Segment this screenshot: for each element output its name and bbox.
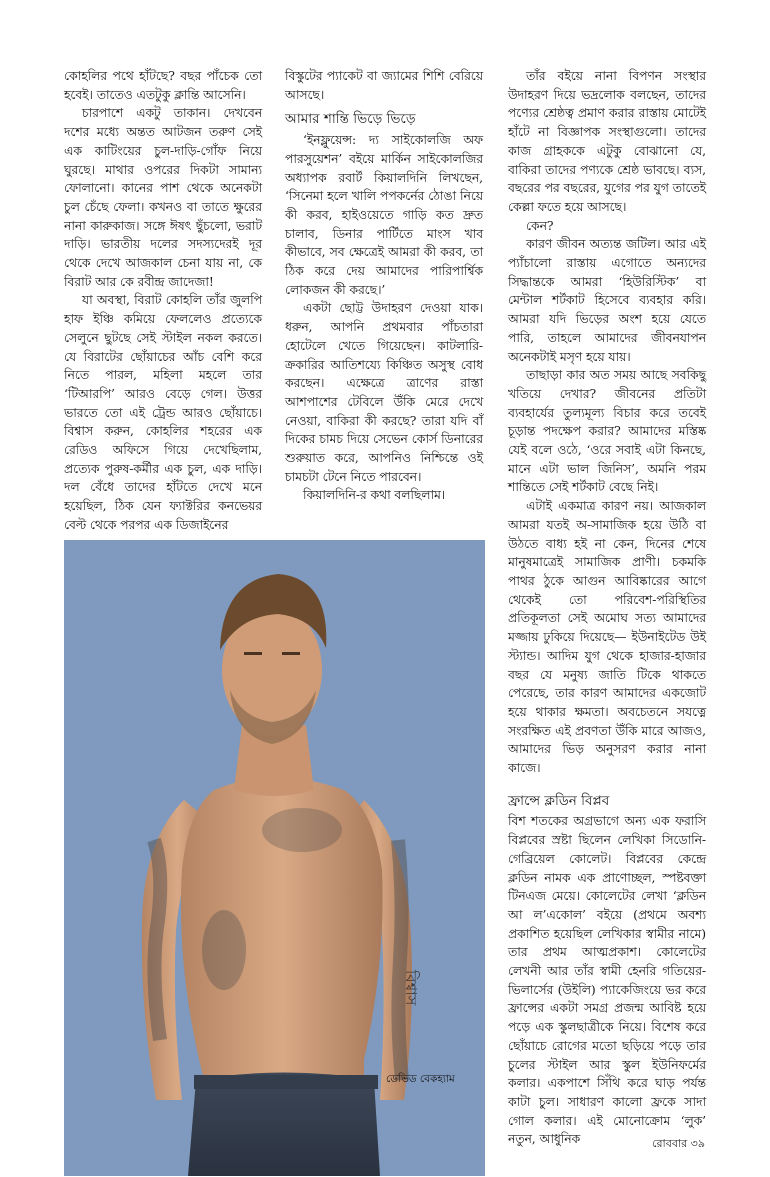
paragraph: একটা ছোট্ট উদাহরণ দেওয়া যাক। ধরুন, আপনি প্রথমবার পাঁচতারা হোটেলে খেতে গিয়েছেন। কাটলারি-ক্রকারির আতিশয্যে কিঞ্চিত অসুস্থ বোধ করছেন। এক্ষেত্রে ত্রাণের রাস্তা আশপাশের টেবিলে উঁকি মেরে দেখে নেওয়া, বাকিরা কী করছে? তারা যদি বাঁ দিকের চামচ দিয়ে সেভেন কোর্স ডিনারের শুরুয়াত করে, আপনিও নিশ্চিন্তে ওই চামচটা টেনে নিতে পারবেন। bbox=[285, 300, 483, 484]
photo-caption: ডেভিড বেকহ্যাম bbox=[386, 1073, 455, 1085]
article-column-1 bbox=[64, 67, 262, 535]
article-column-2 bbox=[285, 67, 483, 505]
arm-tattoo-text: বিশ্বাস bbox=[402, 970, 420, 1006]
paragraph: বিশ শতকের অগ্রভাগে অন্য এক ফরাসি বিপ্লবের স্রষ্টা ছিলেন লেখিকা সিডোনি-গেব্রিয়েল কোলেট। বিপ্লবের কেন্দ্রে ক্লডিন নামক এক প্রাণোচ্ছল, স্পষ্টবক্তা টিনএজ মেয়ে। কোলেটের লেখা ‘ক্লডিন আ ল’একোল’ বইয়ে (প্রথমে অবশ্য প্রকাশিত হয়েছিল লেখিকার স্বামীর নামে) তার প্রথম আত্মপ্রকাশ। কোলেটের লেখনী আর তাঁর স্বামী হেনরি গতিয়ের-ভিলার্সের (উইলি) প্যাকেজিংয়ে ভর করে ফ্রান্সের একটা সমগ্র প্রজন্ম আবিষ্ট হয়ে পড়ে এক স্কুলছাত্রীকে নিয়ে। বিশেষ করে ছোঁয়াচে রোগের মতো ছড়িয়ে পড়ে তার চুলের স্টাইল আর স্কুল ইউনিফর্মের কলার। একপাশে সিঁথি করে ঘাড় পর্যন্ত কাটা চুল। সাধারণ কালো ফ্রকে সাদা গোল কলার। এই মোনোক্রোম ‘লুক’ নতুন, আধুনিক bbox=[508, 813, 706, 1147]
section-heading: আমার শান্তি ভিড়ে ভিড়ে bbox=[285, 111, 416, 128]
page-number: রোববার ৩৯ bbox=[652, 1137, 705, 1150]
paragraph: বিস্কুটের প্যাকেট বা জ্যামের শিশি বেরিয়ে আসছে। bbox=[285, 68, 483, 102]
paragraph: কেন? bbox=[526, 217, 554, 233]
paragraph: তাছাড়া কার অত সময় আছে সবকিছু খতিয়ে দেখার? জীবনের প্রতিটা ব্যবহার্যের তুল্যমূল্য বিচার করে তবেই চূড়ান্ত পদক্ষেপ করার? আমাদের মস্তিষ্ক যেই বলে ওঠে, ‘ওরে সবাই এটা কিনছে, মানে এটা ভাল জিনিস’, অমনি পরম শান্তিতে সেই শর্টকাট বেছে নিই। bbox=[508, 367, 706, 495]
section-heading: ফ্রান্সে ক্লডিন বিপ্লব bbox=[508, 792, 610, 809]
article-column-3 bbox=[508, 67, 706, 1149]
paragraph: কোহলির পথে হাঁটছে? বছর পাঁচেক তো হবেই। তাতেও এতটুকু ক্লান্তি আসেনি। bbox=[64, 68, 262, 102]
paragraph: যা অবস্থা, বিরাট কোহলি তাঁর জুলপি হাফ ইঞ্চি কমিয়ে ফেললেও প্রত্যেকে সেলুনে ছুটছে সেই স্টাইল নকল করতে। যে বিরাটের ছোঁয়াচের আঁচ বেশি করে নিতে পারল, মহিলা মহলে তার ‘টিআরপি’ আরও বেড়ে গেল। উত্তর ভারতে তো এই ট্রেন্ড আরও ছোঁয়াচে। বিশ্বাস করুন, কোহলির শহরের এক রেডিও অফিসে গিয়ে দেখেছিলাম, প্রত্যেক পুরুষ-কর্মীর এক চুল, এক দাড়ি। দল বেঁধে তাদের হাঁটতে দেখে মনে হয়েছিল, ঠিক যেন ফ্যাক্টরির কনভেয়র বেল্ট থেকে পরপর এক ডিজাইনের bbox=[64, 292, 262, 532]
paragraph: ‘ইনফ্লুয়েন্স: দ্য সাইকোলজি অফ পারসুয়েশন’ বইয়ে মার্কিন সাইকোলজির অধ্যাপক রবার্ট কিয়ালদিনি লিখছেন, ‘সিনেমা হলে খালি পপকর্নের ঠোঙা নিয়ে কী করব, হাইওয়েতে গাড়ি কত দ্রুত চালাব, ডিনার পার্টিতে মাংস খাব কীভাবে, সব ক্ষেত্রেই আমরা কী করব, তা ঠিক করে দেয় আমাদের পারিপার্শ্বিক লোকজন কী করছে।’ bbox=[285, 132, 483, 297]
paragraph: কারণ জীবন অত্যন্ত জটিল। আর এই প্যাঁচালো রাস্তায় এগোতে অন্যদের সিদ্ধান্তকে আমরা ‘হিউরিস্টিক’ বা মেন্টাল শর্টকাট হিসেবে ব্যবহার করি। আমরা যদি ভিড়ের অংশ হয়ে যেতে পারি, তাহলে আমাদের জীবনযাপন অনেকটাই মসৃণ হয়ে যায়। bbox=[508, 236, 706, 364]
paragraph: কিয়ালদিনি-র কথা বলছিলাম। bbox=[303, 487, 446, 503]
photo-david-beckham bbox=[64, 540, 485, 1176]
paragraph: তাঁর বইয়ে নানা বিপণন সংস্থার উদাহরণ দিয়ে ভদ্রলোক বলছেন, তাদের পণ্যের শ্রেষ্ঠত্ব প্রমাণ করার রাস্তায় মোটেই হাঁটে না বিজ্ঞাপক সংস্থাগুলো। তাদের কাজ গ্রাহককে এটুকু বোঝানো যে, বাকিরা তাদের পণ্যকে শ্রেষ্ঠ ভাবছে। ব্যস, বছরের পর বছরের, যুগের পর যুগ তাতেই কেল্লা ফতে হয়ে আসছে। bbox=[508, 68, 706, 214]
paragraph: চারপাশে একটু তাকান। দেখবেন দশের মধ্যে অন্তত আটজন তরুণ সেই এক কাটিংয়ের চুল-দাড়ি-গোঁফ নিয়ে ঘুরছে। মাথার ওপরের দিকটা সামান্য ফোলানো। কানের পাশ থেকে অনেকটা চুল চেঁছে ফেলা। কখনও বা তাতে ক্ষুরের নানা কারুকাজ। সঙ্গে ঈষৎ ছুঁচলো, ভরাট দাড়ি। ভারতীয় দলের সদস্যদেরই দূর থেকে দেখে আজকাল চেনা যায় না, কে বিরাট আর কে রবীন্দ্র জাদেজা! bbox=[64, 105, 262, 289]
paragraph: এটাই একমাত্র কারণ নয়। আজকাল আমরা যতই অ-সামাজিক হয়ে উঠি বা উঠতে বাধ্য হই না কেন, দিনের শেষে মানুষমাত্রেই সামাজিক প্রাণী। চকমকি পাথর ঠুকে আগুন আবিষ্কারের আগে থেকেই তো পরিবেশ-পরিস্থিতির প্রতিকূলতা সেই অমোঘ সত্য আমাদের মজ্জায় ঢুকিয়ে দিয়েছে— ইউনাইটেড উই স্ট্যান্ড। আদিম যুগ থেকে হাজার-হাজার বছর যে মনুষ্য জাতি টিকে থাকতে পেরেছে, তার কারণ আমাদের একজোট হয়ে থাকার ক্ষমতা। অবচেতনে সযত্নে সংরক্ষিত এই প্রবণতা উঁকি মারে আজও, আমাদের ভিড় অনুসরণ করার নানা কাজে। bbox=[508, 498, 706, 776]
